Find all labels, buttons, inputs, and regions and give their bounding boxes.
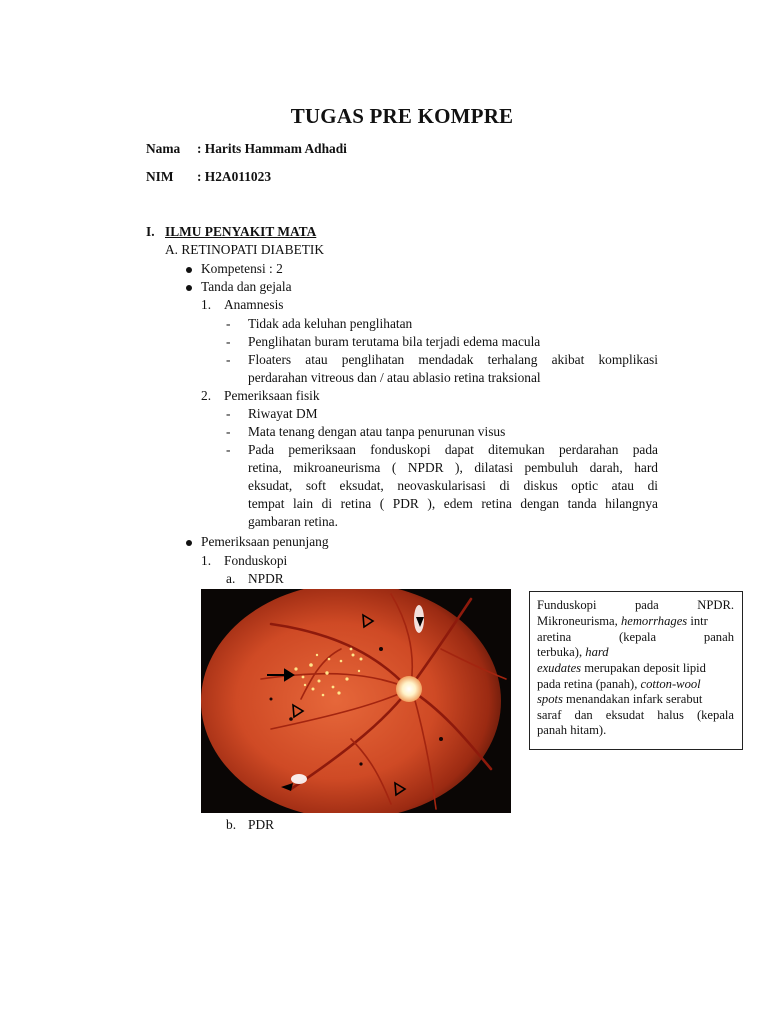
caption-line: aretina (kepala panah bbox=[537, 630, 734, 644]
caption-text: menandakan infark serabut bbox=[562, 692, 703, 706]
list-item-continuation: tempat lain di retina ( PDR ), edem retina dengan tanda hilangnya bbox=[248, 496, 658, 511]
fundus-image-icon bbox=[201, 589, 511, 813]
caption-italic: exudates bbox=[537, 661, 582, 675]
caption-line bbox=[537, 692, 702, 707]
list-item: Floaters atau penglihatan mendadak terhalang akibat komplikasi bbox=[248, 352, 658, 367]
bullet-icon bbox=[186, 285, 192, 291]
caption-text: merupakan deposit lipid bbox=[581, 661, 706, 675]
caption-line bbox=[537, 677, 701, 692]
list-dash: - bbox=[226, 424, 231, 439]
subsection-title: A. RETINOPATI DIABETIK bbox=[165, 242, 325, 257]
list-item-continuation: retina, mikroaneurisma ( NPDR ), dilatasi pembuluh darah, hard bbox=[248, 460, 658, 475]
npdr-letter: a. bbox=[226, 571, 236, 586]
kompetensi-item: Kompetensi : 2 bbox=[201, 261, 283, 276]
caption-text: Mikroneurisma, bbox=[537, 614, 621, 628]
list-dash: - bbox=[226, 316, 231, 331]
caption-text: terbuka), bbox=[537, 645, 586, 659]
list-dash: - bbox=[226, 406, 231, 421]
fonduskopi-heading: Fonduskopi bbox=[224, 553, 288, 568]
tanda-gejala-item: Tanda dan gejala bbox=[201, 279, 292, 294]
list-item: Tidak ada keluhan penglihatan bbox=[248, 316, 413, 331]
caption-line: panah hitam). bbox=[537, 723, 607, 737]
penunjang-item: Pemeriksaan penunjang bbox=[201, 534, 329, 549]
list-item: Penglihatan buram terutama bila terjadi edema macula bbox=[248, 334, 541, 349]
fisik-heading: Pemeriksaan fisik bbox=[224, 388, 320, 403]
list-dash: - bbox=[226, 352, 231, 367]
list-item: Mata tenang dengan atau tanpa penurunan visus bbox=[248, 424, 506, 439]
pdr-letter: b. bbox=[226, 817, 237, 832]
list-item-continuation: eksudat, soft eksudat, neovaskularisasi di diskus optic atau di bbox=[248, 478, 658, 493]
nim-label: NIM bbox=[146, 169, 174, 184]
list-item-continuation: perdarahan vitreous dan / atau ablasio retina traksional bbox=[248, 370, 541, 385]
name-label: Nama bbox=[146, 141, 181, 156]
fundus-photo bbox=[201, 589, 511, 813]
caption-line: saraf dan eksudat halus (kepala bbox=[537, 708, 734, 722]
list-item: Pada pemeriksaan fonduskopi dapat ditemukan perdarahan pada bbox=[248, 442, 658, 457]
section-number: I. bbox=[146, 224, 155, 239]
bullet-icon bbox=[186, 540, 192, 546]
anamnesis-number: 1. bbox=[201, 297, 212, 312]
list-dash: - bbox=[226, 442, 231, 457]
document-title: TUGAS PRE KOMPRE bbox=[290, 104, 514, 128]
caption-italic: hemorrhages bbox=[620, 614, 688, 628]
list-dash: - bbox=[226, 334, 231, 349]
section-title: ILMU PENYAKIT MATA bbox=[165, 224, 317, 239]
fisik-number: 2. bbox=[201, 388, 212, 403]
list-item-continuation: gambaran retina. bbox=[248, 514, 338, 529]
pdr-heading: PDR bbox=[248, 817, 275, 832]
caption-line bbox=[537, 645, 609, 660]
nim-value: : H2A011023 bbox=[197, 169, 272, 184]
caption-italic: hard bbox=[585, 645, 609, 659]
anamnesis-heading: Anamnesis bbox=[224, 297, 284, 312]
npdr-heading: NPDR bbox=[248, 571, 284, 586]
caption-text: intr bbox=[687, 614, 708, 628]
caption-line bbox=[537, 661, 706, 676]
bullet-icon bbox=[186, 267, 192, 273]
caption-line: Funduskopi pada NPDR. bbox=[537, 598, 734, 612]
fonduskopi-number: 1. bbox=[201, 553, 212, 568]
list-item: Riwayat DM bbox=[248, 406, 318, 421]
name-value: : Harits Hammam Adhadi bbox=[197, 141, 347, 156]
caption-line bbox=[537, 614, 734, 629]
caption-text: pada retina (panah), bbox=[537, 677, 641, 691]
caption-italic: cotton-wool bbox=[640, 677, 701, 691]
caption-italic: spots bbox=[537, 692, 563, 706]
